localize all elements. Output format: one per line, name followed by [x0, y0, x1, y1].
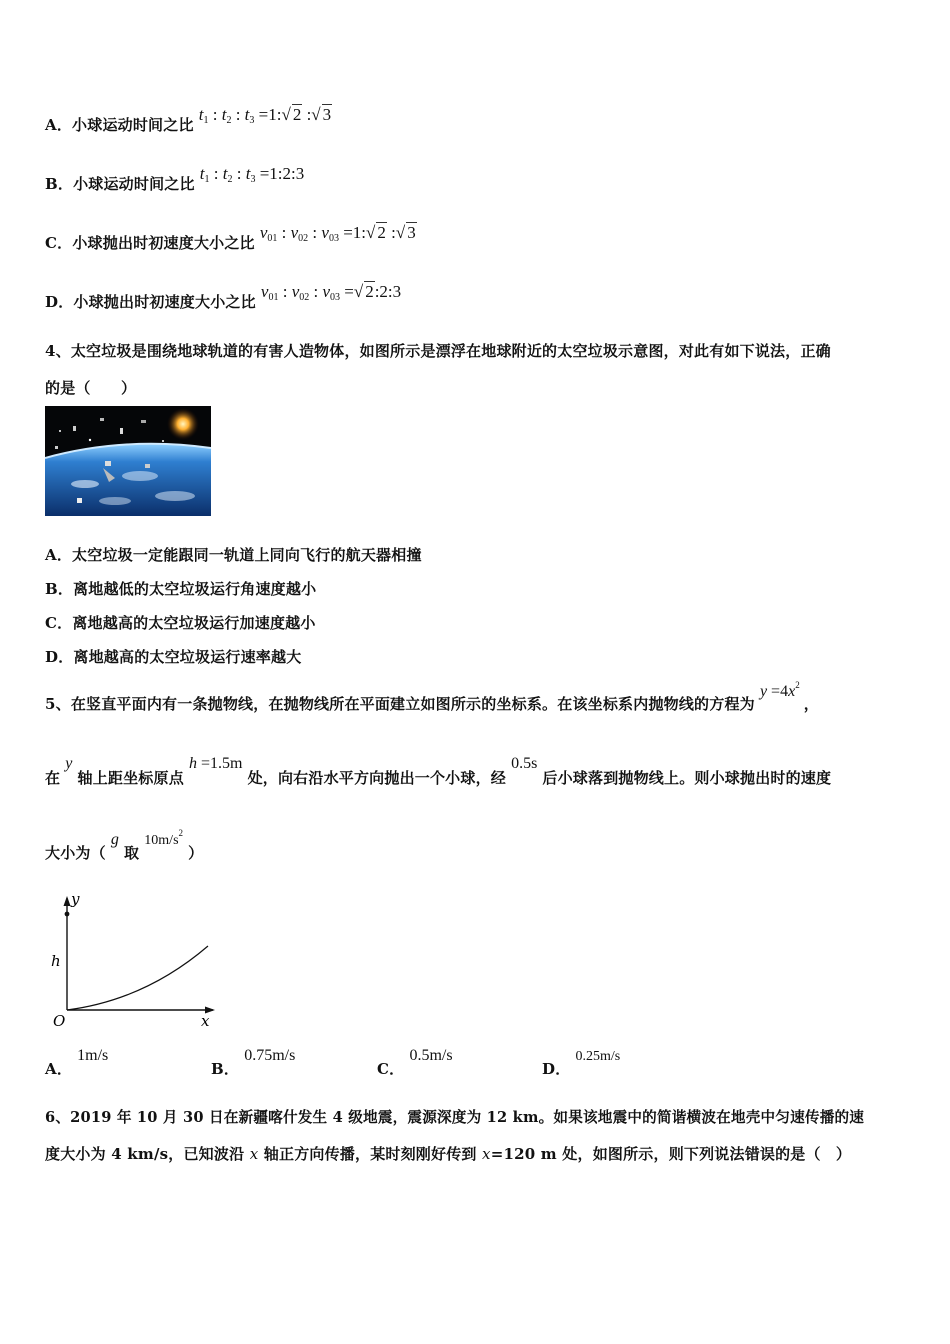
q4-option-c: C．离地越高的太空垃圾运行加速度越小	[45, 614, 316, 632]
math-expression: $t_1$ : $t_2$ : $t_3$ =1:2:3	[199, 164, 305, 185]
parabola-equation: $y =4x^2$	[759, 680, 800, 700]
q5-stem-line2: 在 y 轴上距坐标原点 h =1.5m 处，向右沿水平方向抛出一个小球，经 0.5s 后小球落到抛物线上。则小球抛出时的速度	[45, 755, 832, 787]
q6-stem-line1: 6、2019 年 10 月 30 日在新疆喀什发生 4 级地震，震源深度为 12 km。如果该地震中的简谐横波在地壳中匀速传播的速	[45, 1109, 865, 1126]
q4-option-a: A．太空垃圾一定能跟同一轨道上同向飞行的航天器相撞	[45, 546, 422, 564]
q6-stem-line2: 度大小为 4 km/s，已知波沿 x 轴正方向传播，某时刻刚好传到 x=120 m 处，如图所示，则下列说法错误的是（ ）	[45, 1145, 852, 1163]
origin-label: O	[53, 1012, 66, 1030]
q5-stem-line1: 5、在竖直平面内有一条抛物线，在抛物线所在平面建立如图所示的坐标系。在该坐标系内抛物线的方程为 $y =4x^2$ ，	[45, 680, 819, 713]
start-point	[65, 912, 70, 917]
space-debris-image	[45, 406, 211, 516]
math-expression: $v_{01}$ : $v_{02}$ : $v_{03}$ =1:√ 2 :√ 3	[259, 223, 416, 244]
q5-answer-c: C． 0.5m/s	[377, 1047, 453, 1078]
math-expression: $v_{01}$ : $v_{02}$ : $v_{03}$ =√ 2:2:3	[260, 282, 402, 303]
q4-stem-line2: 的是（ ）	[45, 379, 137, 397]
q3-option-a	[45, 104, 332, 134]
q4-option-b: B．离地越低的太空垃圾运行角速度越小	[45, 580, 317, 598]
option-label: D．小球抛出时初速度大小之比	[45, 293, 256, 311]
q4-stem-line1: 4、太空垃圾是围绕地球轨道的有害人造物体，如图所示是漂浮在地球附近的太空垃圾示意图，对此有如下说法，正确	[45, 342, 831, 360]
q4-option-d: D．离地越高的太空垃圾运行速率越大	[45, 648, 302, 666]
option-label: A．小球运动时间之比	[45, 116, 194, 134]
option-label: B．小球运动时间之比	[45, 175, 195, 193]
option-label: C．小球抛出时初速度大小之比	[45, 234, 255, 252]
q3-option-c	[45, 222, 417, 252]
x-axis-label: x	[201, 1012, 210, 1030]
h-label: h	[51, 952, 61, 970]
math-expression: $t_1$ : $t_2$ : $t_3$ =1:√ 2 :√ 3	[198, 105, 332, 126]
parabola-graph	[45, 888, 225, 1030]
q5-answer-a: A． 1m/s	[45, 1047, 109, 1078]
y-axis-label: y	[71, 890, 80, 908]
q5-stem-line3: 大小为（ g 取 $10m/s^2$ ）	[45, 828, 204, 862]
q3-option-b	[45, 163, 305, 193]
q5-answer-d: D． 0.25m/s	[542, 1049, 621, 1078]
q5-answer-b: B． 0.75m/s	[211, 1047, 296, 1078]
q3-option-d	[45, 281, 402, 311]
